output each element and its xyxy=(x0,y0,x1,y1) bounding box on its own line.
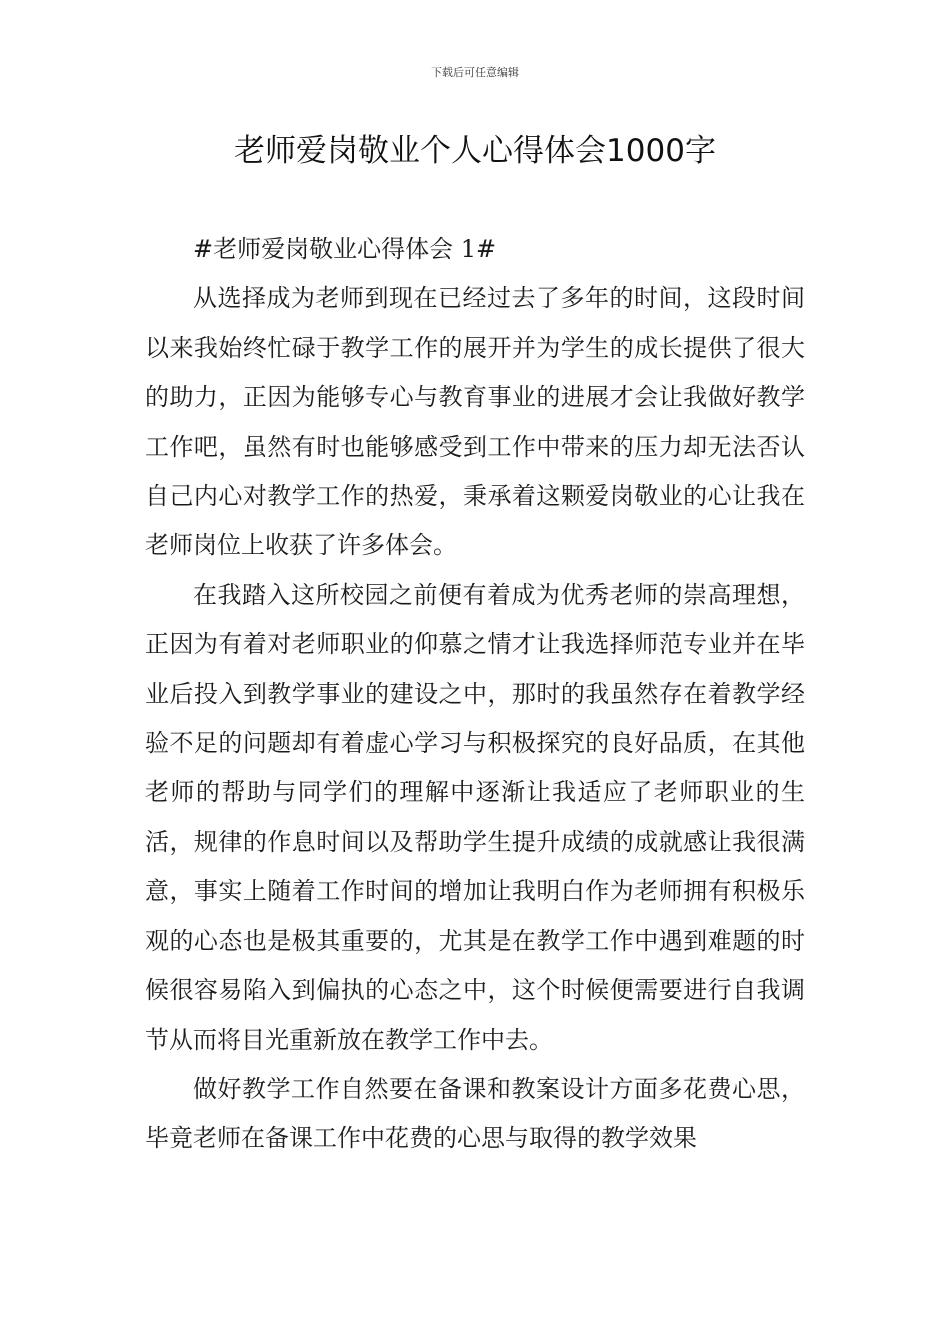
body-paragraph-3: 做好教学工作自然要在备课和教案设计方面多花费心思，毕竟老师在备课工作中花费的心思与取得的教学效果 xyxy=(145,1074,805,1153)
body-paragraph-2: 在我踏入这所校园之前便有着成为优秀老师的崇高理想，正因为有着对老师职业的仰慕之情才让我选择师范专业并在毕业后投入到教学事业的建设之中，那时的我虽然存在着教学经验不足的问题却有着虚心学习与积极探究的良好品质，在其他老师的帮助与同学们的理解中逐渐让我适应了老师职业的生活，规律的作息时间以及帮助学生提升成绩的成就感让我很满意，事实上随着工作时间的增加让我明白作为老师拥有积极乐观的心态也是极其重要的，尤其是在教学工作中遇到难题的时候很容易陷入到偏执的心态之中，这个时候便需要进行自我调节从而将目光重新放在教学工作中去。 xyxy=(145,580,805,1054)
document-body xyxy=(145,225,805,1164)
document-title: 老师爱岗敬业个人心得体会1000字 xyxy=(234,133,716,169)
section-heading: #老师爱岗敬业心得体会 1# xyxy=(193,235,497,263)
page-header-note: 下载后可任意编辑 xyxy=(431,66,519,79)
body-paragraph-1: 从选择成为老师到现在已经过去了多年的时间，这段时间以来我始终忙碌于教学工作的展开并为学生的成长提供了很大的助力，正因为能够专心与教育事业的进展才会让我做好教学工作吧，虽然有时也能够感受到工作中带来的压力却无法否认自己内心对教学工作的热爱，秉承着这颗爱岗敬业的心让我在老师岗位上收获了许多体会。 xyxy=(145,284,805,560)
